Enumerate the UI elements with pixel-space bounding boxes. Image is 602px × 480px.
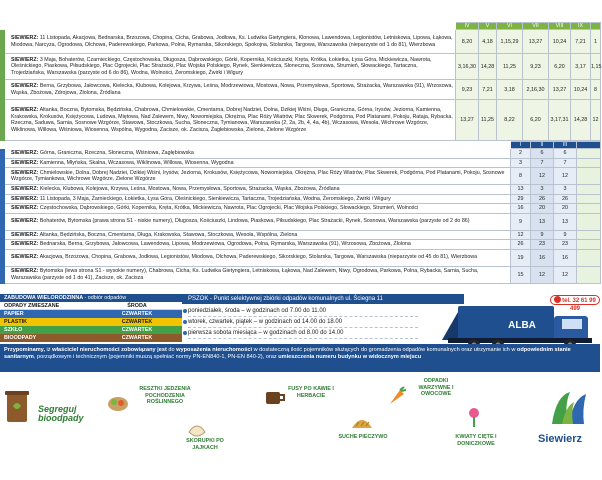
month-header [577, 142, 601, 149]
schedule-table-lower [0, 141, 601, 284]
month-header: V [479, 23, 497, 30]
bio-item-label: KWIATY CIĘTE I DONICZKOWE [455, 434, 497, 447]
streets-cell: SIEWIERZ: Bohaterów, Bytomska (prawa strona S1 - niskie numery), Długosza, Kościuszki, Lindowa, Piaskowa, Piłsudskiego, Plac Strażacki, Rynek, Sosnowa, Warszawska (parzyste od 2 do 86) [5, 213, 511, 230]
owner-obligation-notice: Przypominamy, iż właściciel nieruchomości zobowiązany jest do wyposażenia nieruchomości w dostateczną ilość pojemników służących do gromadzenia odpadów komunalnych oraz utrzymanie ich w odpowiednim stanie sanitarnym, porządkowym i technicznym (pojemniki muszą spełniać normy PN-EN840-1, PN-EN 840-2), oraz umieszczenia numeru budynku w widocznym miejscu [0, 344, 600, 372]
month-header: II [531, 142, 554, 149]
month-header-row [1, 142, 601, 149]
bio-item-label: SUCHE PIECZYWO [338, 434, 388, 440]
month-header-row [1, 23, 601, 30]
month-header: IX [571, 23, 591, 30]
streets-cell: SIEWIERZ: Częstochowska, Dąbrowskiego, Górki, Kopernika, Kręta, Krótka, Mickiewicza, Nawrota, Plac Ogrojecki, Plac Wojska Polskiego, Słowackiego, Strumień, Wolności [5, 204, 511, 214]
bio-row: BIOODPADY CZWARTEK [0, 334, 182, 342]
month-header: VII [523, 23, 549, 30]
bio-item-label: FUSY PO KAWIE I HERBACIE [288, 386, 334, 399]
table-row: SIEWIERZ: Bohaterów, Bytomska (prawa strona S1 - niskie numery), Długosza, Kościuszki, Lindowa, Piaskowa, Piłsudskiego, Plac Strażacki, Rynek, Sosnowa, Warszawska (parzyste od 2 do 86) 9 13 13 [1, 213, 601, 230]
glass-row: SZKŁO CZWARTEK [0, 326, 182, 334]
opening-hours-line: pierwsza sobota miesiąca – w godzinach od 8.00 do 14.00 [188, 329, 343, 338]
month-header: VI [497, 23, 523, 30]
table-row: SIEWIERZ: Altanka, Będzińska, Boczna, Cmentarna, Długa, Krakowska, Stawowa, Stoczkowa, Wesoła, Wspólna, Zielona 12 9 9 [1, 230, 601, 240]
table-row: SIEWIERZ: Częstochowska, Dąbrowskiego, Górki, Kopernika, Kręta, Krótka, Mickiewicza, Nawrota, Plac Ogrojecki, Plac Wojska Polskiego, Słowackiego, Strumień, Wolności 16 20 20 [1, 204, 601, 214]
streets-cell: SIEWIERZ: Altanka, Boczna, Bytomska, Będzińska, Chabrowa, Chmielowskie, Cmentarna, Dobrej Nadziei, Dolna, Dzikiej Wiśni, Długa, Graniczna, Górna, Irysów, Jeziorna, Kamienna, Krakowska, Krokusów, Księżycowa, Ludowa, Miętowa, Nad Zalewem, Niwy, Nowomiejska, Okrężna, Plac Róży Wiatrów, Plac Skwerek, Podgórna, Pod Platanami, Pokoju, Rataja, Rybacka, Rzeczna, Saduwa, Sarnia, Sosnowe Wzgórze, Stawowa, Stoczkowa, Sucha, Słoneczna, Tymianowa, Warszawska (2, 2a, 2b, 4, 4a, 4b), Wczasowa, Wesoła, Wichrowe Wzgórze, Wiklinowa, Willowa, Wiśniowa, Wiosenna, Wspólna, Wygodna, Zaciszе, ok. Zacisza, Żagłebiowska, Zielona, Zielone Wzgórze [5, 100, 456, 141]
bread-icon [350, 414, 374, 434]
bio-item-label: ODPADKI WARZYWNE I OWOCOWE [418, 378, 454, 397]
truck-brand: ALBA [508, 320, 536, 331]
eggshell-icon [186, 420, 208, 438]
bullet-icon [183, 309, 187, 313]
table-row: SIEWIERZ: Kamienna, Młyńska, Skalna, Wczasowa, Wiklinowa, Willowa, Wiosenna, Wygodna 3 7 7 [1, 158, 601, 168]
month-header: III [554, 142, 577, 149]
food-scraps-icon [106, 392, 130, 412]
phone-badge[interactable]: tel. 32 61 99 499 [550, 295, 600, 305]
pszok-title: PSZOK - Punkt selektywnej zbiórki odpadów komunalnych ul. Ściegna 11 [182, 294, 464, 304]
month-header: VIII [549, 23, 571, 30]
table-row: SIEWIERZ: 11 Listopada, Akacjowa, Bednarska, Brzozowa, Chopina, Cicha, Grabowa, Jodłowa, Ks. Ludwika Gietyngiera, Klonowa, Lawendowa, Legionistów, Letniskowa, Lipowa, Łąkowa, Miodowa, Narcyza, Ogrodowa, Olchowa, Paderewskiego, Parkowa, Polna, Rymarska, Sikorskiego, Spokojna, Stolarska, Targowa, Warszawska (nieparzyste od 1 do 81), Wierzbowa 8,20 4,18 1,15,29 13,27 10,24 7,21 1 [1, 30, 601, 54]
table-row: SIEWIERZ: 3 Maja, Bohaterów, Czarnieckiego, Częstochowska, Długosza, Dąbrowskiego, Górki, Kopernika, Kościuszki, Kręta, Krótka, Łokietka, Łysa Góra, Mickiewicza, Nawrota, Oleśnickiego, Piaskowa, Piłsudskiego, Plac Ogrojecki, Plac Strażacki, Plac Wojska Polskiego, Rynek, Sienkiewicza, Słonecznа, Sosnowa, Strumień, Słowackiego, Tartaczna, Trojedziańska, Warszawska (parzyste od 6 do 86), Wodna, Wolności, Żeromskiego, Żwirki i Wigury 3,16,30 14,28 11,25 9,23 6,20 3,17 1,15 [1, 54, 601, 80]
streets-cell: SIEWIERZ: 11 Listopada, Akacjowa, Bednarska, Brzozowa, Chopina, Cicha, Grabowa, Jodłowa, Ks. Ludwika Gietyngiera, Klonowa, Lawendowa, Legionistów, Letniskowa, Lipowa, Łąkowa, Miodowa, Narcyza, Ogrodowa, Olchowa, Paderewskiego, Parkowa, Polna, Rymarska, Sikorskiego, Spokojna, Stolarska, Targowa, Warszawska (nieparzyste od 1 do 81), Wierzbowa [5, 30, 456, 54]
multi-family-panel [0, 294, 182, 342]
table-row: SIEWIERZ: 11 Listopada, 3 Maja, Żarnieckiego, Łokietka, Łysa Góra, Oleśnickiego, Sienkiewicza, Tartaczna, Trojedziańska, Wodna, Żeromskiego, Żwirki i Wigury 29 26 26 [1, 194, 601, 204]
table-row: SIEWIERZ: Bytomska (lewa strona S1 - wysokie numery), Chabrowa, Cicha, Ks. Ludwika Gietyngiera, Letniskowa, Łąkowa, Nad Zalewem, Niwy, Ogrodowa, Parkowa, Polna, Rybacka, Sarnia, Sucha, Warszawska (parzyste od 1 do 41), Zacisze, ok. Zacisza 15 12 12 [1, 266, 601, 283]
opening-hours-line: wtorek, czwartek, piątek – w godzinach od 14.00 do 18.00 [188, 318, 342, 327]
siewierz-logo-icon [548, 388, 592, 428]
streets-cell: SIEWIERZ: Bytomska (lewa strona S1 - wysokie numery), Chabrowa, Cicha, Ks. Ludwika Gietyngiera, Letniskowa, Łąkowa, Nad Zalewem, Niwy, Ogrodowa, Parkowa, Polna, Rybacka, Sarnia, Sucha, Warszawska (parzyste od 1 do 41), Zacisze, ok. Zacisza [5, 266, 511, 283]
streets-cell: SIEWIERZ: Altanka, Będzińska, Boczna, Cmentarna, Długa, Krakowska, Stawowa, Stoczkowa, Wesoła, Wspólna, Zielona [5, 230, 511, 240]
bullet-icon [183, 331, 187, 335]
bio-item-label: RESZTKI JEDZENIA POCHODZENIA ROŚLINNEGO [139, 386, 191, 405]
streets-cell: SIEWIERZ: Berna, Grzybowa, Jałowcowa, Kielecka, Klubowa, Kolejowa, Krzywa, Leśna, Modrzewiowa, Mostowa, Nowa, Przemysłowa, Sportowa, Strażacka, Warszawska (91), Wrzosowa, Wąska, Zbożowa, Zdrojowa, Złolona, Źródlana [5, 80, 456, 100]
table-row: SIEWIERZ: Bednarska, Berna, Grzybowa, Jałowcowa, Lawendowa, Lipowa, Modrzewiowa, Ogrodowa, Polna, Rymarska, Warszawska (91), Wrzosowa, Zbożowa, Złolona 26 23 23 [1, 240, 601, 250]
slogan: Segreguj bioodpady [38, 404, 84, 423]
month-header: IV [456, 23, 479, 30]
table-row: SIEWIERZ: Chmielowskie, Dolna, Dobrej Nadziei, Dzikiej Wiśni, Irysów, Jeziorna, Krokusów, Księżycowa, Nowomiejska, Okrężna, Plac Róży Wiatrów, Plac Skwerek, Podgórna, Pod Platanami, Pokoju, Sosnowe Wzgórze, Tymiankowa, Wichrowe Wzgórze, Zielone Wzgórze 8 12 12 [1, 168, 601, 185]
streets-cell: SIEWIERZ: Górna, Graniczna, Rzeczna, Słoneczna, Wiśniowa, Zagłębiowska [5, 149, 511, 159]
streets-cell: SIEWIERZ: Kamienna, Młyńska, Skalna, Wczasowa, Wiklinowa, Willowa, Wiosenna, Wygodna [5, 158, 511, 168]
bullet-icon [183, 320, 187, 324]
streets-cell: SIEWIERZ: Kielecka, Klubowa, Kolejowa, Krzywa, Leśna, Mostowa, Nowa, Przemysłowa, Sportowa, Strażacka, Wąska, Zbożowa, Źródlana [5, 185, 511, 195]
table-row: SIEWIERZ: Altanka, Boczna, Bytomska, Będzińska, Chabrowa, Chmielowskie, Cmentarna, Dobrej Nadziei, Dolna, Dzikiej Wiśni, Długa, Graniczna, Górna, Irysów, Jeziorna, Kamienna, Krakowska, Krokusów, Księżycowa, Ludowa, Miętowa, Nad Zalewem, Niwy, Nowomiejska, Okrężna, Plac Róży Wiatrów, Plac Skwerek, Podgórna, Pod Platanami, Pokoju, Rataja, Rybacka, Rzeczna, Saduwa, Sarnia, Sosnowe Wzgórze, Stawowa, Stoczkowa, Sucha, Słoneczna, Tymianowa, Warszawska (2, 2a, 2b, 4, 4a, 4b), Wczasowa, Wesoła, Wichrowe Wzgórze, Wiklinowa, Willowa, Wiśniowa, Wiosenna, Wspólna, Wygodna, Zaciszе, ok. Zacisza, Żagłebiowska, Zielona, Zielone Wzgórze 13,27 11,25 8,22 6,20 3,17,31 14,28 12 [1, 100, 601, 141]
town-logo-text: Siewierz [538, 433, 583, 445]
mixed-waste-row: ODPADY ZMIESZANE ŚRODA [0, 302, 182, 310]
table-row: SIEWIERZ: Kielecka, Klubowa, Kolejowa, Krzywa, Leśna, Mostowa, Nowa, Przemysłowa, Sportowa, Strażacka, Wąska, Zbożowa, Źródlana 13 3 3 [1, 185, 601, 195]
streets-cell: SIEWIERZ: Akacjowa, Brzozowa, Chopina, Grabowa, Jodłowa, Legionistów, Miodowa, Olchowa, Paderewskiego, Sikorskiego, Stolarska, Targowa, Warszawska (nieparzyste od 45 do 81), Wierzbowa [5, 249, 511, 266]
multi-family-title: ZABUDOWA WIELORODZINNA - odbiór odpadów [0, 294, 182, 302]
table-row: SIEWIERZ: Górna, Graniczna, Rzeczna, Słoneczna, Wiśniowa, Zagłębiowska 2 6 6 [1, 149, 601, 159]
bio-item-label: SKORUPKI PO JAJKACH [186, 438, 224, 451]
streets-cell: SIEWIERZ: 3 Maja, Bohaterów, Czarnieckiego, Częstochowska, Długosza, Dąbrowskiego, Górki, Kopernika, Kościuszki, Kręta, Krótka, Łokietka, Łysa Góra, Mickiewicza, Nawrota, Oleśnickiego, Piaskowa, Piłsudskiego, Plac Ogrojecki, Plac Strażacki, Plac Wojska Polskiego, Rynek, Sienkiewicza, Słonecznа, Sosnowa, Strumień, Słowackiego, Tartaczna, Trojedziańska, Warszawska (parzyste od 6 do 86), Wodna, Wolności, Żeromskiego, Żwirki i Wigury [5, 54, 456, 80]
opening-hours-line: poniedziałek, środa – w godzinach od 7.00 do 11.00 [188, 307, 326, 316]
flower-icon [462, 406, 486, 428]
paper-row: PAPIER CZWARTEK [0, 310, 182, 318]
month-header: I [511, 142, 531, 149]
table-row: SIEWIERZ: Akacjowa, Brzozowa, Chopina, Grabowa, Jodłowa, Legionistów, Miodowa, Olchowa, Paderewskiego, Sikorskiego, Stolarska, Targowa, Warszawska (nieparzyste od 45 do 81), Wierzbowa 19 16 16 [1, 249, 601, 266]
bio-bin-icon [4, 388, 30, 424]
month-header [591, 23, 601, 30]
table-row: SIEWIERZ: Berna, Grzybowa, Jałowcowa, Kielecka, Klubowa, Kolejowa, Krzywa, Leśna, Modrzewiowa, Mostowa, Nowa, Przemysłowa, Sportowa, Strażacka, Warszawska (91), Wrzosowa, Wąska, Zbożowa, Zdrojowa, Złolona, Źródlana 9,23 7,21 3,18 2,16,30 13,27 10,24 8 [1, 80, 601, 100]
schedule-table-upper [0, 22, 601, 141]
streets-cell: SIEWIERZ: Chmielowskie, Dolna, Dobrej Nadziei, Dzikiej Wiśni, Irysów, Jeziorna, Krokusów, Księżycowa, Nowomiejska, Okrężna, Plac Róży Wiatrów, Plac Skwerek, Podgórna, Pod Platanami, Pokoju, Sosnowe Wzgórze, Tymiankowa, Wichrowe Wzgórze, Zielone Wzgórze [5, 168, 511, 185]
streets-cell: SIEWIERZ: 11 Listopada, 3 Maja, Żarnieckiego, Łokietka, Łysa Góra, Oleśnickiego, Sienkiewicza, Tartaczna, Trojedziańska, Wodna, Żeromskiego, Żwirki i Wigury [5, 194, 511, 204]
streets-cell: SIEWIERZ: Bednarska, Berna, Grzybowa, Jałowcowa, Lawendowa, Lipowa, Modrzewiowa, Ogrodowa, Polna, Rymarska, Warszawska (91), Wrzosowa, Zbożowa, Złolona [5, 240, 511, 250]
plastic-row: PLASTIK CZWARTEK [0, 318, 182, 326]
